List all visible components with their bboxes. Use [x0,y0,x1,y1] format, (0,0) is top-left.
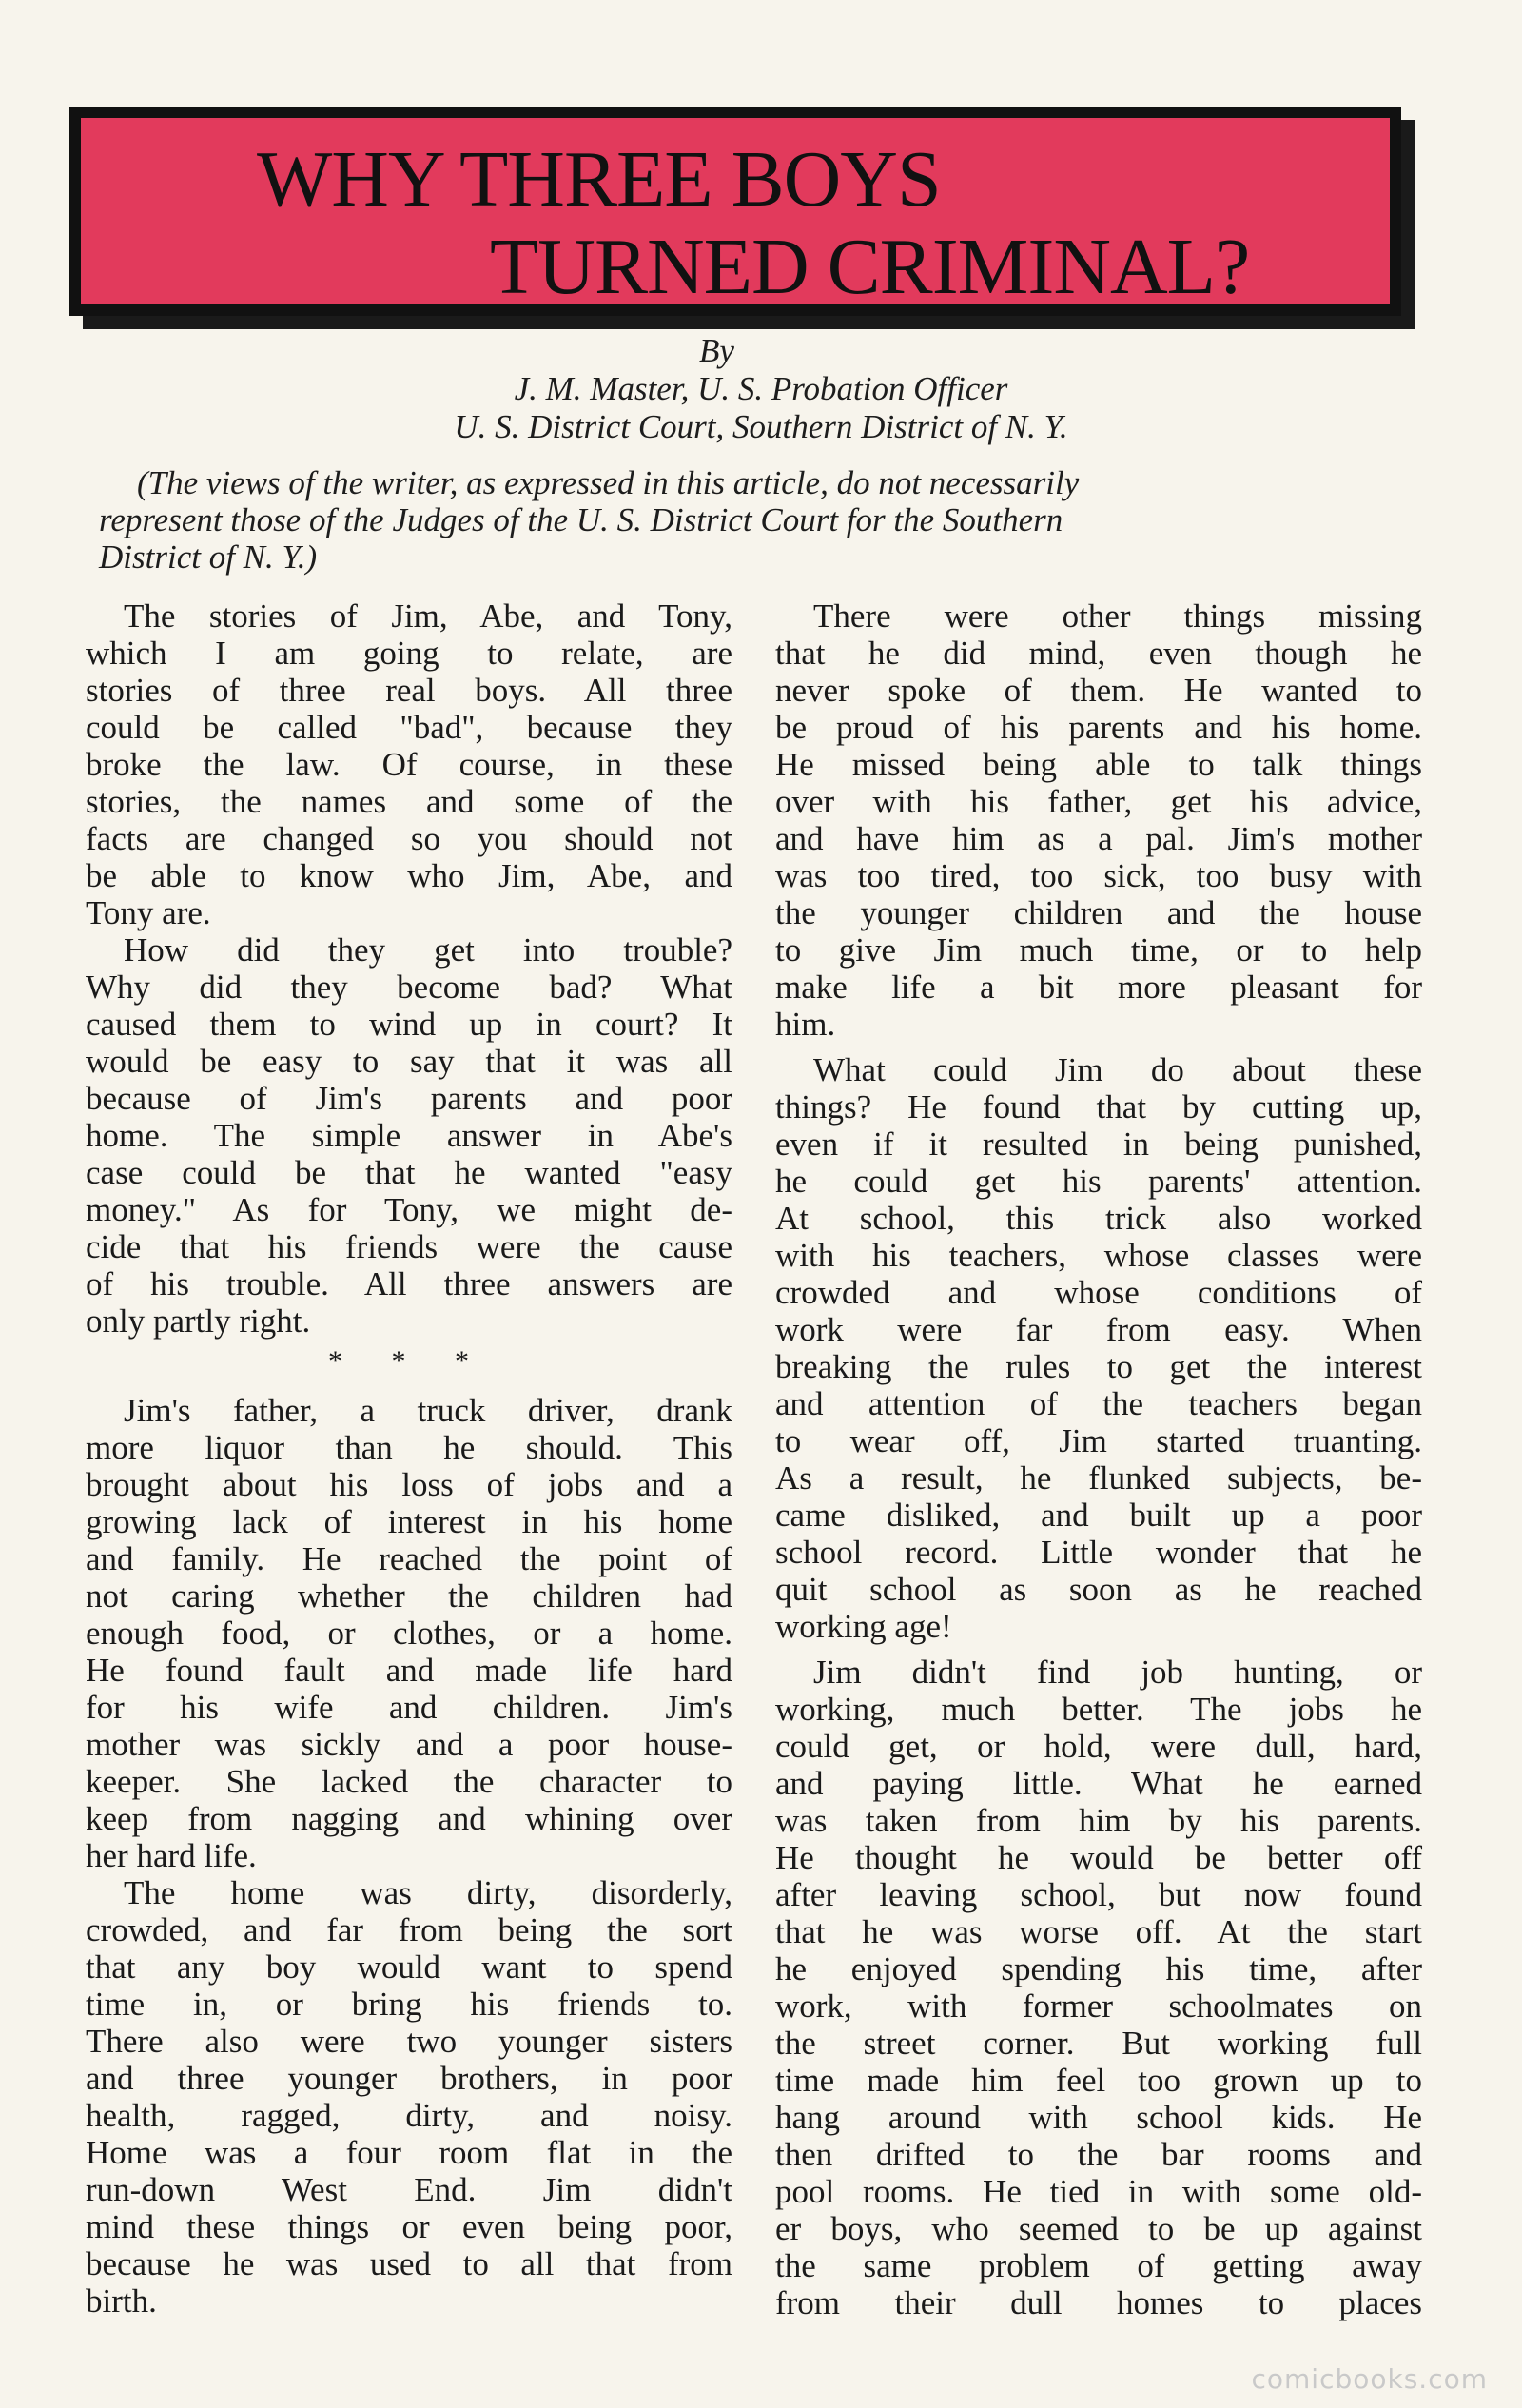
text-line: stories of three real boys. All three [86,672,732,709]
text-line: only partly right. [86,1302,311,1340]
text-line: birth. [86,2282,157,2320]
text-line: As a result, he flunked subjects, be- [775,1459,1422,1497]
text-line: mother was sickly and a poor house- [86,1726,732,1763]
text-line: which I am going to relate, are [86,635,732,672]
text-line: make life a bit more pleasant for [775,969,1422,1006]
text-line: Home was a four room flat in the [86,2134,732,2171]
disclaimer-line: represent those of the Judges of the U. S. District Court for the Southern [99,501,1063,538]
text-line: brought about his loss of jobs and a [86,1466,732,1503]
text-line: even if it resulted in being punished, [775,1126,1422,1163]
text-line: case could be that he wanted "easy [86,1154,732,1191]
text-line: health, ragged, dirty, and noisy. [86,2097,732,2134]
text-line: to give Jim much time, or to help [775,931,1422,969]
text-line: There also were two younger sisters [86,2023,732,2060]
text-line: money." As for Tony, we might de- [86,1191,732,1228]
text-line: time made him feel too grown up to [775,2062,1422,2099]
text-line: What could Jim do about these [813,1051,1422,1088]
text-line: her hard life. [86,1837,257,1874]
section-separator: * * * [328,1345,490,1377]
text-line: and family. He reached the point of [86,1540,732,1577]
text-line: work, with former schoolmates on [775,1987,1422,2025]
disclaimer-line: District of N. Y.) [99,538,318,576]
text-line: the younger children and the house [775,894,1422,931]
text-line: could get, or hold, were dull, hard, [775,1728,1422,1765]
text-line: quit school as soon as he reached [775,1571,1422,1608]
text-line: How did they get into trouble? [124,931,732,969]
text-line: mind these things or even being poor, [86,2208,732,2245]
byline-author: J. M. Master, U. S. Probation Officer [514,370,1008,407]
text-line: he enjoyed spending his time, after [775,1950,1422,1987]
article-title-line-2: TURNED CRIMINAL? [490,223,1250,311]
text-line: run-down West End. Jim didn't [86,2171,732,2208]
text-line: He missed being able to talk things [775,746,1422,783]
text-line: Jim didn't find job hunting, or [813,1654,1422,1691]
site-watermark: comicbooks.com [1251,2363,1488,2395]
text-line: pool rooms. He tied in with some old- [775,2173,1422,2210]
text-line: not caring whether the children had [86,1577,732,1615]
byline-court: U. S. District Court, Southern District of N. Y. [454,408,1068,445]
text-line: The home was dirty, disorderly, [124,1874,732,1911]
article-title-line-1: WHY THREE BOYS [257,135,941,224]
right-column [775,597,1422,2321]
text-line: that he was worse off. At the start [775,1913,1422,1950]
text-line: because he was used to all that from [86,2245,732,2282]
text-line: stories, the names and some of the [86,783,732,820]
text-line: and paying little. What he earned [775,1765,1422,1802]
text-line: and have him as a pal. Jim's mother [775,820,1422,857]
text-line: of his trouble. All three answers are [86,1265,732,1302]
text-line: be able to know who Jim, Abe, and [86,857,732,894]
text-line: crowded and whose conditions of [775,1274,1422,1311]
text-line: caused them to wind up in court? It [86,1006,732,1043]
text-line: breaking the rules to get the interest [775,1348,1422,1385]
text-line: to wear off, Jim started truanting. [775,1422,1422,1459]
text-line: school record. Little wonder that he [775,1534,1422,1571]
text-line: broke the law. Of course, in these [86,746,732,783]
text-line: The stories of Jim, Abe, and Tony, [124,597,732,635]
text-line: from their dull homes to places [775,2284,1422,2321]
text-line: and attention of the teachers began [775,1385,1422,1422]
text-line: growing lack of interest in his home [86,1503,732,1540]
text-line: Tony are. [86,894,211,931]
text-line: with his teachers, whose classes were [775,1237,1422,1274]
text-line: the street corner. But working full [775,2025,1422,2062]
text-line: be proud of his parents and his home. [775,709,1422,746]
text-line: the same problem of getting away [775,2247,1422,2284]
text-line: him. [775,1006,836,1043]
text-line: keep from nagging and whining over [86,1800,732,1837]
text-line: that he did mind, even though he [775,635,1422,672]
text-line: that any boy would want to spend [86,1948,732,1986]
text-line: he could get his parents' attention. [775,1163,1422,1200]
text-line: working age! [775,1608,952,1645]
text-line: things? He found that by cutting up, [775,1088,1422,1126]
text-line: hang around with school kids. He [775,2099,1422,2136]
text-line: because of Jim's parents and poor [86,1080,732,1117]
text-line: and three younger brothers, in poor [86,2060,732,2097]
text-line: after leaving school, but now found [775,1876,1422,1913]
text-line: over with his father, get his advice, [775,783,1422,820]
text-line: enough food, or clothes, or a home. [86,1615,732,1652]
text-line: home. The simple answer in Abe's [86,1117,732,1154]
text-line: working, much better. The jobs he [775,1691,1422,1728]
text-line: He found fault and made life hard [86,1652,732,1689]
disclaimer [99,464,1412,576]
text-line: for his wife and children. Jim's [86,1689,732,1726]
text-line: At school, this trick also worked [775,1200,1422,1237]
text-line: crowded, and far from being the sort [86,1911,732,1948]
text-line: never spoke of them. He wanted to [775,672,1422,709]
text-line: was too tired, too sick, too busy with [775,857,1422,894]
text-line: would be easy to say that it was all [86,1043,732,1080]
text-line: work were far from easy. When [775,1311,1422,1348]
text-line: Why did they become bad? What [86,969,732,1006]
text-line: could be called "bad", because they [86,709,732,746]
text-line: cide that his friends were the cause [86,1228,732,1265]
byline-by: By [699,332,734,369]
text-line: came disliked, and built up a poor [775,1497,1422,1534]
text-line: Jim's father, a truck driver, drank [124,1392,732,1429]
text-line: There were other things missing [813,597,1422,635]
text-line: more liquor than he should. This [86,1429,732,1466]
left-column [86,597,732,2320]
text-line: facts are changed so you should not [86,820,732,857]
text-line: was taken from him by his parents. [775,1802,1422,1839]
text-line: then drifted to the bar rooms and [775,2136,1422,2173]
article-title-banner [69,107,1401,316]
text-line: er boys, who seemed to be up against [775,2210,1422,2247]
disclaimer-line: (The views of the writer, as expressed in this article, do not necessarily [137,464,1080,501]
text-line: He thought he would be better off [775,1839,1422,1876]
text-line: keeper. She lacked the character to [86,1763,732,1800]
text-line: time in, or bring his friends to. [86,1986,732,2023]
